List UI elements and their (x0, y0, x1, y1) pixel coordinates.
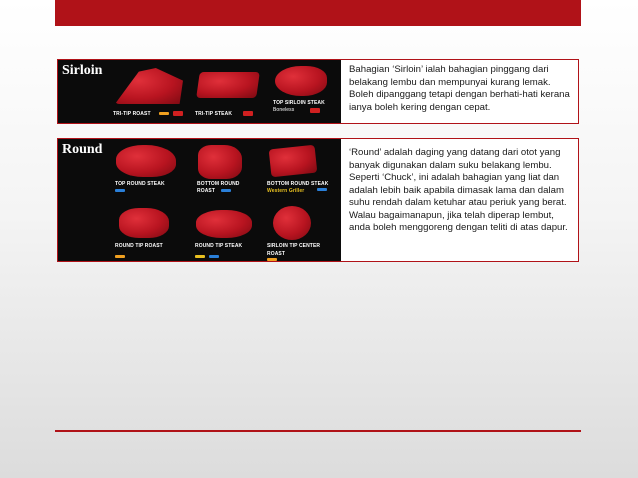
sirloin-description: Bahagian ‘Sirloin’ ialah bahagian pinggang dari belakang lembu dan mempunyai kurang lemak. Boleh dipanggang tetapi dengan berhati-hati kerana ianya boleh kering dengan cepat. (349, 64, 570, 113)
badge-icon (209, 255, 219, 258)
cut-sublabel: Western Griller (267, 188, 305, 194)
cut-label: BOTTOM ROUND (197, 181, 240, 187)
badge-icon (115, 189, 125, 192)
badge-icon (195, 255, 205, 258)
cut-sirloin-tip-center-roast (265, 205, 340, 261)
badge-icon (310, 108, 320, 113)
cut-round-tip-steak (193, 205, 268, 261)
cut-bottom-round-roast (195, 145, 265, 200)
meat-image (275, 66, 327, 96)
round-title: Round (62, 142, 103, 157)
sirloin-title: Sirloin (62, 63, 103, 78)
badge-icon (159, 112, 169, 115)
badge-icon (267, 258, 277, 261)
round-description-panel (344, 139, 578, 261)
cut-bottom-round-steak (265, 145, 340, 200)
badge-icon (243, 111, 253, 116)
cut-label: ROUND TIP ROAST (115, 243, 163, 249)
sirloin-description-panel (344, 60, 578, 123)
cut-tri-tip-steak (195, 64, 265, 120)
meat-image (115, 68, 183, 104)
meat-image (269, 145, 318, 178)
meat-image (116, 145, 176, 177)
badge-icon (221, 189, 231, 192)
cut-sublabel: ROAST (197, 188, 215, 194)
sirloin-image-panel (58, 60, 341, 123)
cut-sublabel: Boneless (273, 107, 295, 113)
badge-icon (317, 188, 327, 191)
cut-top-sirloin-steak (270, 64, 340, 120)
cut-tri-tip-roast (113, 64, 188, 120)
cut-label: TRI-TIP ROAST (113, 111, 151, 117)
meat-image (119, 208, 169, 238)
cut-sublabel: ROAST (267, 251, 285, 257)
sirloin-section (57, 59, 579, 124)
cut-label: TOP SIRLOIN STEAK (273, 100, 325, 106)
badge-icon (115, 255, 125, 258)
round-image-panel (58, 139, 341, 261)
header-accent-bar (55, 0, 581, 26)
round-section (57, 138, 579, 262)
cut-round-tip-roast (113, 205, 188, 261)
meat-image (273, 206, 311, 240)
cut-label: SIRLOIN TIP CENTER (267, 243, 321, 249)
cut-label: ROUND TIP STEAK (195, 243, 243, 249)
cut-label: TRI-TIP STEAK (195, 111, 233, 117)
meat-image (196, 210, 252, 238)
footer-accent-rule (55, 430, 581, 432)
badge-icon (173, 111, 183, 116)
round-description: ‘Round’ adalah daging yang datang dari otot yang banyak digunakan dalam suku belakang lembu. Seperti ‘Chuck’, ini adalah bahagian yang liat dan adalah lebih baik apabila dimasak lama dan dalam suhu rendah dalam ketuhar atau periuk yang berat. Walau bagaimanapun, jika telah diperap lembut, anda boleh menggoreng dengan teliti di atas dapur. (349, 147, 568, 233)
meat-image (198, 145, 242, 179)
cut-label: TOP ROUND STEAK (115, 181, 165, 187)
cut-top-round-steak (113, 145, 188, 200)
meat-image (196, 72, 260, 98)
cut-label: BOTTOM ROUND STEAK (267, 181, 329, 187)
